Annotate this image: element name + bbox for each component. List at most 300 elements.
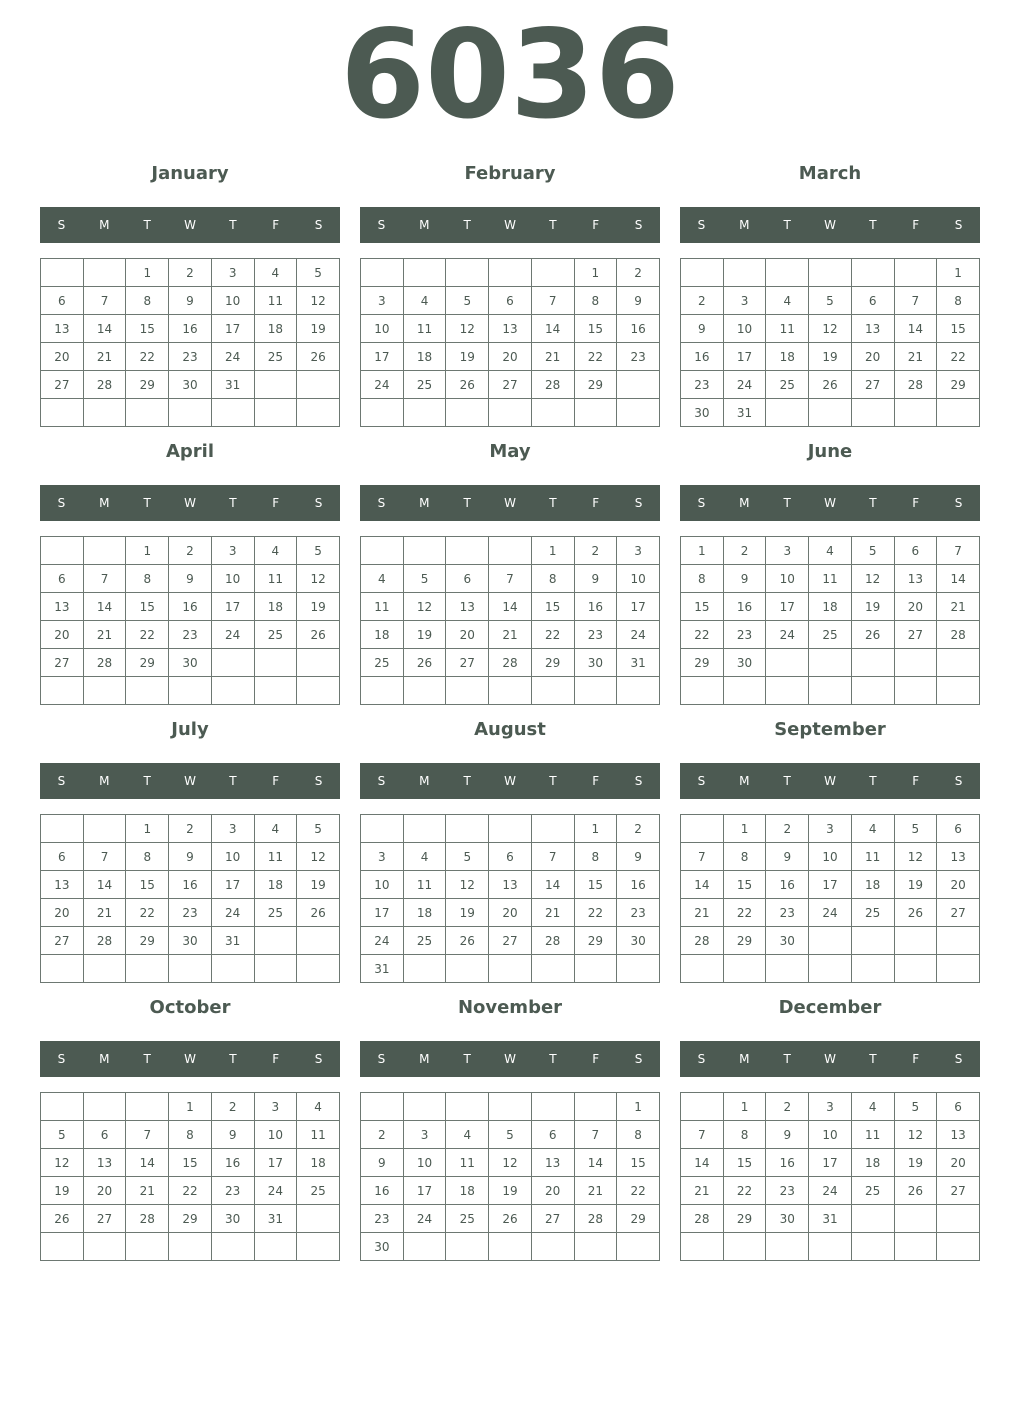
day-cell: 13 [41, 593, 84, 621]
day-cell: 5 [894, 1093, 937, 1121]
day-cell [41, 399, 84, 427]
day-cell [41, 1093, 84, 1121]
day-cell: 29 [126, 649, 169, 677]
weekday-header [680, 763, 980, 799]
day-cell: 1 [723, 1093, 766, 1121]
day-cell: 6 [937, 1093, 980, 1121]
day-cell: 13 [894, 565, 937, 593]
day-cell: 5 [41, 1121, 84, 1149]
day-cell [531, 1093, 574, 1121]
day-cell: 6 [851, 287, 894, 315]
day-cell: 9 [574, 565, 617, 593]
weekday-label: T [229, 774, 237, 788]
day-cell: 29 [126, 371, 169, 399]
day-cell: 3 [211, 259, 254, 287]
day-cell [254, 399, 297, 427]
day-cell: 25 [254, 343, 297, 371]
day-cell: 8 [126, 843, 169, 871]
week-row [361, 677, 660, 705]
day-cell: 27 [531, 1205, 574, 1233]
weekday-label: W [824, 218, 836, 232]
day-table [360, 258, 660, 427]
day-cell [446, 259, 489, 287]
day-cell [723, 1233, 766, 1261]
week-row [361, 371, 660, 399]
day-cell [617, 371, 660, 399]
day-cell: 5 [403, 565, 446, 593]
day-cell [361, 677, 404, 705]
day-cell: 14 [681, 1149, 724, 1177]
week-row [41, 371, 340, 399]
day-cell: 23 [361, 1205, 404, 1233]
week-row [361, 1149, 660, 1177]
day-cell [809, 927, 852, 955]
day-cell: 24 [211, 899, 254, 927]
day-cell: 17 [403, 1177, 446, 1205]
day-cell: 20 [41, 621, 84, 649]
day-cell: 14 [83, 871, 126, 899]
day-cell: 13 [83, 1149, 126, 1177]
day-cell: 12 [403, 593, 446, 621]
day-cell: 12 [894, 843, 937, 871]
day-cell: 5 [894, 815, 937, 843]
weekday-header [40, 1041, 340, 1077]
day-cell: 16 [574, 593, 617, 621]
day-cell: 16 [681, 343, 724, 371]
day-cell [297, 1205, 340, 1233]
weekday-label: S [377, 218, 386, 232]
day-cell [211, 399, 254, 427]
day-cell: 29 [574, 927, 617, 955]
day-cell: 25 [766, 371, 809, 399]
week-row [681, 871, 980, 899]
day-cell: 24 [723, 371, 766, 399]
day-cell: 26 [894, 899, 937, 927]
day-cell: 15 [126, 871, 169, 899]
day-cell [297, 371, 340, 399]
day-cell: 1 [126, 815, 169, 843]
day-cell: 19 [297, 315, 340, 343]
day-cell: 18 [851, 1149, 894, 1177]
day-cell: 18 [809, 593, 852, 621]
day-cell [766, 1233, 809, 1261]
month-title: August [474, 719, 546, 740]
weekday-label: S [377, 774, 386, 788]
day-cell [851, 1233, 894, 1261]
weekday-label: T [463, 774, 471, 788]
day-cell: 23 [617, 343, 660, 371]
weekday-label: S [954, 218, 963, 232]
day-cell: 3 [723, 287, 766, 315]
day-table [680, 814, 980, 983]
day-cell: 11 [254, 843, 297, 871]
day-cell: 8 [531, 565, 574, 593]
weekday-label: F [272, 496, 280, 510]
day-cell: 30 [766, 1205, 809, 1233]
day-cell: 19 [297, 871, 340, 899]
day-cell: 6 [489, 843, 532, 871]
day-cell [937, 399, 980, 427]
day-cell: 3 [254, 1093, 297, 1121]
day-cell: 9 [617, 843, 660, 871]
day-cell [446, 1233, 489, 1261]
day-cell: 21 [531, 899, 574, 927]
week-row [41, 1177, 340, 1205]
month-title: May [489, 441, 531, 462]
day-cell [83, 259, 126, 287]
year-title: 6036 [340, 4, 680, 146]
month-title: November [457, 997, 563, 1018]
day-cell [766, 399, 809, 427]
day-cell [809, 677, 852, 705]
day-cell: 23 [169, 899, 212, 927]
day-cell: 5 [446, 287, 489, 315]
day-cell: 18 [254, 593, 297, 621]
day-cell: 10 [403, 1149, 446, 1177]
day-cell: 14 [83, 315, 126, 343]
day-cell [531, 815, 574, 843]
day-cell: 19 [297, 593, 340, 621]
day-cell: 4 [851, 815, 894, 843]
day-cell: 22 [574, 343, 617, 371]
weekday-label: M [99, 1052, 110, 1066]
week-row [41, 1121, 340, 1149]
day-cell: 9 [723, 565, 766, 593]
day-cell: 30 [681, 399, 724, 427]
day-cell: 19 [894, 1149, 937, 1177]
week-row [681, 1121, 980, 1149]
day-cell: 22 [531, 621, 574, 649]
day-cell [809, 259, 852, 287]
day-cell: 2 [574, 537, 617, 565]
day-cell: 20 [937, 1149, 980, 1177]
week-row [361, 621, 660, 649]
month-title: July [171, 719, 209, 740]
week-row [361, 927, 660, 955]
day-cell: 28 [83, 649, 126, 677]
day-cell: 11 [766, 315, 809, 343]
day-cell: 22 [574, 899, 617, 927]
day-cell: 6 [531, 1121, 574, 1149]
weekday-label: T [143, 1052, 151, 1066]
day-cell: 2 [169, 259, 212, 287]
day-cell: 3 [211, 815, 254, 843]
day-cell: 1 [169, 1093, 212, 1121]
day-cell [574, 1233, 617, 1261]
day-cell [574, 1093, 617, 1121]
day-cell [83, 815, 126, 843]
day-cell: 3 [617, 537, 660, 565]
weekday-label: S [697, 1052, 706, 1066]
day-cell: 20 [937, 871, 980, 899]
day-cell: 20 [851, 343, 894, 371]
day-cell [766, 649, 809, 677]
day-cell: 5 [809, 287, 852, 315]
day-cell: 14 [894, 315, 937, 343]
day-cell [723, 677, 766, 705]
day-cell: 23 [169, 621, 212, 649]
weekday-label: M [739, 218, 750, 232]
day-cell: 8 [169, 1121, 212, 1149]
day-cell: 11 [297, 1121, 340, 1149]
day-cell: 27 [41, 927, 84, 955]
weekday-label: M [99, 496, 110, 510]
day-cell: 2 [361, 1121, 404, 1149]
day-cell: 10 [211, 843, 254, 871]
day-cell [489, 1093, 532, 1121]
day-cell: 12 [489, 1149, 532, 1177]
day-cell [169, 399, 212, 427]
day-cell: 5 [489, 1121, 532, 1149]
day-table [680, 258, 980, 427]
weekday-label: M [419, 218, 430, 232]
day-cell: 26 [851, 621, 894, 649]
weekday-label: T [783, 218, 791, 232]
day-cell [41, 537, 84, 565]
day-cell: 13 [41, 871, 84, 899]
day-cell: 13 [937, 843, 980, 871]
day-cell [41, 815, 84, 843]
weekday-label: T [143, 774, 151, 788]
day-cell: 5 [297, 815, 340, 843]
day-cell: 9 [766, 1121, 809, 1149]
weekday-label: F [272, 774, 280, 788]
day-cell [937, 649, 980, 677]
day-cell [126, 399, 169, 427]
day-cell [297, 927, 340, 955]
day-cell: 21 [489, 621, 532, 649]
day-cell [809, 649, 852, 677]
day-cell: 26 [297, 899, 340, 927]
day-cell: 7 [894, 287, 937, 315]
day-cell: 7 [681, 843, 724, 871]
day-cell: 24 [617, 621, 660, 649]
week-row [41, 955, 340, 983]
day-cell [361, 399, 404, 427]
day-cell: 25 [297, 1177, 340, 1205]
week-row [41, 1205, 340, 1233]
day-cell [617, 955, 660, 983]
day-cell: 22 [937, 343, 980, 371]
day-cell [83, 399, 126, 427]
day-cell: 7 [574, 1121, 617, 1149]
day-cell [617, 399, 660, 427]
day-cell: 11 [361, 593, 404, 621]
day-cell: 18 [766, 343, 809, 371]
week-row [681, 259, 980, 287]
day-cell: 6 [41, 565, 84, 593]
day-cell: 7 [83, 565, 126, 593]
day-cell: 22 [617, 1177, 660, 1205]
day-cell [403, 1233, 446, 1261]
day-cell: 9 [361, 1149, 404, 1177]
week-row [41, 315, 340, 343]
day-cell [531, 1233, 574, 1261]
day-cell: 24 [211, 343, 254, 371]
day-cell: 3 [211, 537, 254, 565]
day-cell: 28 [681, 927, 724, 955]
day-cell: 24 [211, 621, 254, 649]
day-cell: 2 [766, 815, 809, 843]
day-cell [894, 1205, 937, 1233]
day-cell: 15 [169, 1149, 212, 1177]
day-cell: 28 [937, 621, 980, 649]
day-cell: 17 [211, 871, 254, 899]
day-cell: 9 [169, 565, 212, 593]
weekday-label: W [184, 774, 196, 788]
weekday-label: T [143, 218, 151, 232]
day-cell: 10 [617, 565, 660, 593]
week-row [681, 343, 980, 371]
day-cell: 21 [83, 621, 126, 649]
month-title: April [165, 441, 215, 462]
week-row [681, 815, 980, 843]
day-cell: 1 [937, 259, 980, 287]
day-cell: 23 [766, 899, 809, 927]
day-cell: 24 [403, 1205, 446, 1233]
day-cell: 30 [169, 927, 212, 955]
day-cell: 28 [681, 1205, 724, 1233]
day-cell: 9 [169, 843, 212, 871]
day-cell: 23 [169, 343, 212, 371]
weekday-header [360, 485, 660, 521]
day-cell: 28 [83, 927, 126, 955]
weekday-label: T [869, 218, 877, 232]
day-cell: 3 [766, 537, 809, 565]
day-cell: 8 [681, 565, 724, 593]
day-cell: 7 [681, 1121, 724, 1149]
weekday-label: M [419, 774, 430, 788]
day-cell: 29 [531, 649, 574, 677]
day-cell: 7 [83, 843, 126, 871]
day-cell [254, 371, 297, 399]
day-cell: 12 [851, 565, 894, 593]
day-cell [403, 677, 446, 705]
weekday-header [680, 485, 980, 521]
day-cell: 30 [169, 371, 212, 399]
day-cell: 16 [169, 593, 212, 621]
day-cell: 26 [489, 1205, 532, 1233]
weekday-header [40, 207, 340, 243]
weekday-header [360, 1041, 660, 1077]
day-cell [489, 537, 532, 565]
day-cell: 28 [894, 371, 937, 399]
day-cell: 23 [723, 621, 766, 649]
weekday-label: T [229, 1052, 237, 1066]
day-cell: 31 [211, 927, 254, 955]
day-cell: 20 [531, 1177, 574, 1205]
day-cell: 21 [531, 343, 574, 371]
day-cell: 15 [531, 593, 574, 621]
weekday-label: M [99, 218, 110, 232]
day-cell: 5 [297, 259, 340, 287]
weekday-label: W [184, 1052, 196, 1066]
day-cell [851, 259, 894, 287]
weekday-label: T [463, 1052, 471, 1066]
day-cell [809, 1233, 852, 1261]
day-cell: 30 [617, 927, 660, 955]
day-cell: 4 [403, 843, 446, 871]
day-cell: 20 [446, 621, 489, 649]
week-row [361, 593, 660, 621]
day-cell: 1 [617, 1093, 660, 1121]
day-cell [937, 955, 980, 983]
day-cell: 21 [83, 899, 126, 927]
weekday-label: M [739, 774, 750, 788]
day-cell [254, 955, 297, 983]
day-cell: 23 [681, 371, 724, 399]
day-cell: 8 [723, 843, 766, 871]
day-cell: 26 [297, 343, 340, 371]
day-cell: 27 [446, 649, 489, 677]
day-cell: 23 [211, 1177, 254, 1205]
day-cell: 13 [531, 1149, 574, 1177]
weekday-header [40, 763, 340, 799]
day-cell [126, 955, 169, 983]
day-cell: 19 [446, 343, 489, 371]
day-cell: 4 [809, 537, 852, 565]
day-cell [531, 259, 574, 287]
day-cell [766, 259, 809, 287]
day-cell: 29 [937, 371, 980, 399]
weekday-label: M [739, 1052, 750, 1066]
day-cell: 25 [851, 899, 894, 927]
day-cell [403, 1093, 446, 1121]
day-cell [83, 1093, 126, 1121]
day-cell: 6 [937, 815, 980, 843]
day-cell [446, 955, 489, 983]
day-cell: 7 [531, 287, 574, 315]
weekday-label: W [504, 1052, 516, 1066]
day-cell: 4 [254, 259, 297, 287]
day-cell [766, 955, 809, 983]
day-cell: 9 [211, 1121, 254, 1149]
day-cell [126, 1233, 169, 1261]
day-cell [403, 259, 446, 287]
day-cell [531, 955, 574, 983]
week-row [681, 593, 980, 621]
day-cell: 24 [766, 621, 809, 649]
day-cell: 17 [809, 871, 852, 899]
weekday-label: T [869, 1052, 877, 1066]
day-cell: 8 [126, 287, 169, 315]
day-cell: 17 [211, 315, 254, 343]
week-row [361, 1205, 660, 1233]
day-cell: 22 [126, 621, 169, 649]
day-cell: 10 [723, 315, 766, 343]
day-table [40, 258, 340, 427]
day-cell: 15 [574, 871, 617, 899]
week-row [681, 1093, 980, 1121]
day-cell: 27 [489, 371, 532, 399]
weekday-header [40, 485, 340, 521]
day-cell: 4 [446, 1121, 489, 1149]
weekday-label: M [739, 496, 750, 510]
day-cell: 17 [723, 343, 766, 371]
day-cell: 6 [489, 287, 532, 315]
week-row [41, 815, 340, 843]
day-cell [361, 537, 404, 565]
day-cell: 9 [766, 843, 809, 871]
week-row [361, 399, 660, 427]
day-cell: 17 [809, 1149, 852, 1177]
day-cell [574, 677, 617, 705]
weekday-label: S [314, 496, 323, 510]
day-cell: 25 [446, 1205, 489, 1233]
day-cell: 20 [41, 899, 84, 927]
weekday-label: F [912, 1052, 920, 1066]
day-cell: 8 [574, 287, 617, 315]
